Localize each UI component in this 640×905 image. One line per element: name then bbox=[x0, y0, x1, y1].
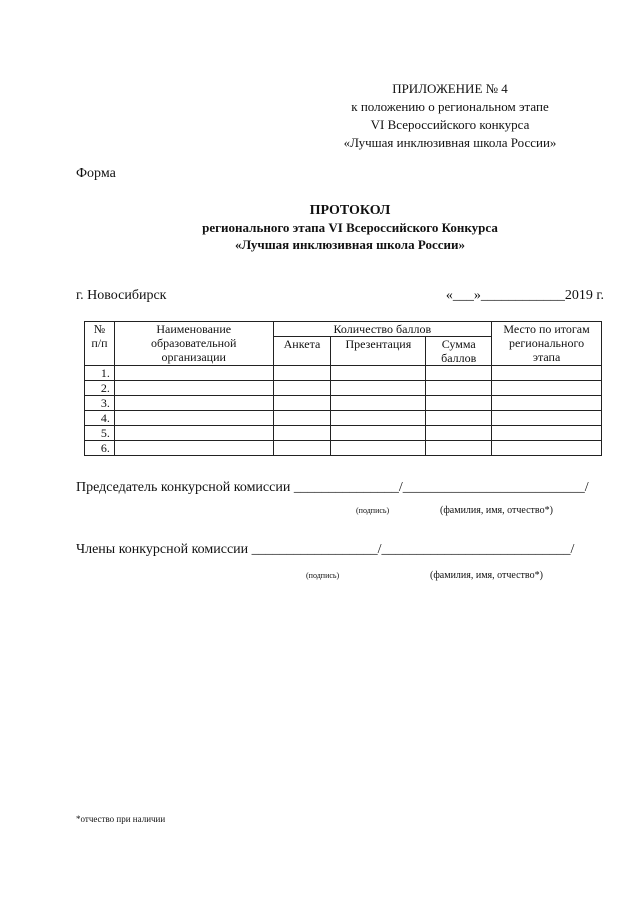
organization-cell[interactable] bbox=[114, 426, 273, 441]
place-cell[interactable] bbox=[492, 396, 602, 411]
chairman-signature-caption: (подпись) bbox=[356, 506, 390, 515]
table-row bbox=[85, 381, 602, 396]
organization-cell[interactable] bbox=[114, 366, 273, 381]
sum-cell[interactable] bbox=[426, 381, 492, 396]
results-table bbox=[84, 321, 602, 456]
protocol-heading: ПРОТОКОЛ bbox=[309, 203, 391, 218]
date-field[interactable]: «___»____________2019 г. bbox=[445, 288, 604, 303]
sum-cell[interactable] bbox=[426, 411, 492, 426]
presentation-cell[interactable] bbox=[331, 411, 426, 426]
table-row bbox=[85, 441, 602, 456]
header-number: № п/п bbox=[85, 322, 115, 366]
place-cell[interactable] bbox=[492, 381, 602, 396]
survey-cell[interactable] bbox=[273, 381, 331, 396]
sum-cell[interactable] bbox=[426, 366, 492, 381]
row-number: 5. bbox=[85, 426, 115, 441]
presentation-cell[interactable] bbox=[331, 381, 426, 396]
appendix-title: ПРИЛОЖЕНИЕ № 4 bbox=[392, 81, 508, 96]
place-cell[interactable] bbox=[492, 411, 602, 426]
sum-cell[interactable] bbox=[426, 426, 492, 441]
city-label: г. Новосибирск bbox=[76, 288, 167, 303]
footnote: *отчество при наличии bbox=[76, 814, 166, 824]
protocol-subtitle-1: регионального этапа VI Всероссийского Конкурса bbox=[202, 220, 498, 235]
organization-cell[interactable] bbox=[114, 396, 273, 411]
appendix-header bbox=[300, 80, 600, 152]
protocol-title bbox=[0, 202, 640, 253]
protocol-subtitle-2: «Лучшая инклюзивная школа России» bbox=[235, 237, 465, 252]
place-cell[interactable] bbox=[492, 366, 602, 381]
appendix-line-4: «Лучшая инклюзивная школа России» bbox=[343, 135, 557, 150]
table-row bbox=[85, 426, 602, 441]
appendix-line-3: VI Всероссийского конкурса bbox=[370, 117, 530, 132]
survey-cell[interactable] bbox=[273, 396, 331, 411]
table-row bbox=[85, 396, 602, 411]
form-label: Форма bbox=[76, 166, 116, 181]
presentation-cell[interactable] bbox=[331, 396, 426, 411]
row-number: 1. bbox=[85, 366, 115, 381]
place-cell[interactable] bbox=[492, 441, 602, 456]
header-place: Место по итогам регионального этапа bbox=[492, 322, 602, 366]
members-signature-caption: (подпись) bbox=[306, 571, 340, 580]
presentation-cell[interactable] bbox=[331, 366, 426, 381]
appendix-line-2: к положению о региональном этапе bbox=[351, 99, 549, 114]
header-sum: Сумма баллов bbox=[426, 337, 492, 366]
presentation-cell[interactable] bbox=[331, 441, 426, 456]
survey-cell[interactable] bbox=[273, 411, 331, 426]
survey-cell[interactable] bbox=[273, 426, 331, 441]
place-cell[interactable] bbox=[492, 426, 602, 441]
organization-cell[interactable] bbox=[114, 441, 273, 456]
sum-cell[interactable] bbox=[426, 396, 492, 411]
header-score-count: Количество баллов bbox=[273, 322, 492, 337]
organization-cell[interactable] bbox=[114, 381, 273, 396]
presentation-cell[interactable] bbox=[331, 426, 426, 441]
row-number: 2. bbox=[85, 381, 115, 396]
chairman-signature-line[interactable]: Председатель конкурсной комиссии _______________/__________________________/ bbox=[76, 480, 589, 495]
sum-cell[interactable] bbox=[426, 441, 492, 456]
chairman-name-caption: (фамилия, имя, отчество*) bbox=[440, 505, 553, 516]
header-organization: Наименование образовательной организации bbox=[114, 322, 273, 366]
row-number: 3. bbox=[85, 396, 115, 411]
organization-cell[interactable] bbox=[114, 411, 273, 426]
survey-cell[interactable] bbox=[273, 366, 331, 381]
survey-cell[interactable] bbox=[273, 441, 331, 456]
table-row bbox=[85, 366, 602, 381]
header-survey: Анкета bbox=[273, 337, 331, 366]
members-signature-line[interactable]: Члены конкурсной комиссии __________________/___________________________/ bbox=[76, 542, 575, 557]
row-number: 6. bbox=[85, 441, 115, 456]
members-name-caption: (фамилия, имя, отчество*) bbox=[430, 570, 543, 581]
row-number: 4. bbox=[85, 411, 115, 426]
table-row bbox=[85, 411, 602, 426]
header-presentation: Презентация bbox=[331, 337, 426, 366]
